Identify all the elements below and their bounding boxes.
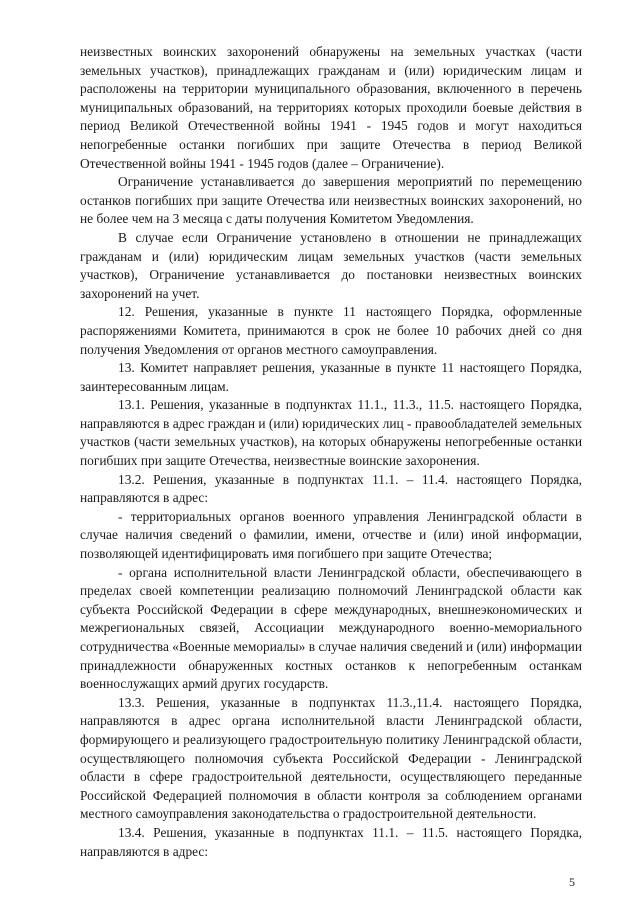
paragraph-item-13-2: 13.2. Решения, указанные в подпунктах 11.1. – 11.4. настоящего Порядка, направляются в адрес: <box>80 471 582 506</box>
document-body <box>80 43 582 861</box>
paragraph-restriction-term: Ограничение устанавливается до завершения мероприятий по перемещению останков погибших при защите Отечества или неизвестных воинских захоронений, но не более чем на 3 месяца с даты получения Комитетом Уведомления. <box>80 174 582 227</box>
paragraph-item-13-2-bullet-2: - органа исполнительной власти Ленинградской области, обеспечивающего в пределах своей компетенции реализацию полномочий Ленинградской области как субъекта Российской Федерации в сфере международных, внешнеэкономических и межрегиональных связей, Ассоциации международного военно-мемориального сотрудничества «Военные мемориалы» в случае наличия сведений и (или) информации принадлежности обнаруженных костных останков к непогребенным останкам военнослужащих армий других государств. <box>80 564 582 692</box>
paragraph-continuation: неизвестных воинских захоронений обнаружены на земельных участках (части земельных участков), принадлежащих гражданам и (или) юридическим лицам и расположены на территории муниципального образования, включенного в перечень муниципальных образований, на территориях которых проходили боевые действия в период Великой Отечественной войны 1941 - 1945 годов и могут находиться непогребенные останки погибших при защите Отечества в период Великой Отечественной войны 1941 - 1945 годов (далее – Ограничение). <box>80 44 582 171</box>
paragraph-item-13-1: 13.1. Решения, указанные в подпунктах 11.1., 11.3., 11.5. настоящего Порядка, направляются в адрес граждан и (или) юридических лиц - правообладателей земельных участков (части земельных участков), на которых обнаружены непогребенные останки погибших при защите Отечества, неизвестные воинские захоронения. <box>80 397 583 469</box>
paragraph-item-13: 13. Комитет направляет решения, указанные в пункте 11 настоящего Порядка, заинтересованным лицам. <box>80 360 582 394</box>
paragraph-item-13-3: 13.3. Решения, указанные в подпунктах 11.3.,11.4. настоящего Порядка, направляются в адрес органа исполнительной власти Ленинградской области, формирующего и реализующего градостроительную политику Ленинградской области, осуществляющего полномочия субъекта Российской Федерации - Ленинградской области в сфере градостроительной деятельности, осуществляющего переданные Российской Федерацией полномочия в области контроля за соблюдением органами местного самоуправления законодательства о градостроительной деятельности. <box>80 694 582 822</box>
paragraph-item-13-2-bullet-1: - территориальных органов военного управления Ленинградской области в случае наличия сведений о фамилии, имени, отчестве и (или) иной информации, позволяющей идентифицировать имя погибшего при защите Отечества; <box>80 508 582 562</box>
paragraph-restriction-unowned: В случае если Ограничение установлено в отношении не принадлежащих гражданам и (или) юридическим лицам земельных участков (части земельных участков), Ограничение устанавливается до постановки неизвестных воинских захоронений на учет. <box>80 229 582 301</box>
page-number: 5 <box>569 875 575 889</box>
paragraph-item-13-4: 13.4. Решения, указанные в подпунктах 11.1. – 11.5. настоящего Порядка, направляются в адрес: <box>80 824 582 859</box>
paragraph-item-12: 12. Решения, указанные в пункте 11 настоящего Порядка, оформленные распоряжениями Комитета, принимаются в срок не более 10 рабочих дней со дня получения Уведомления от органов местного самоуправления. <box>80 304 582 357</box>
